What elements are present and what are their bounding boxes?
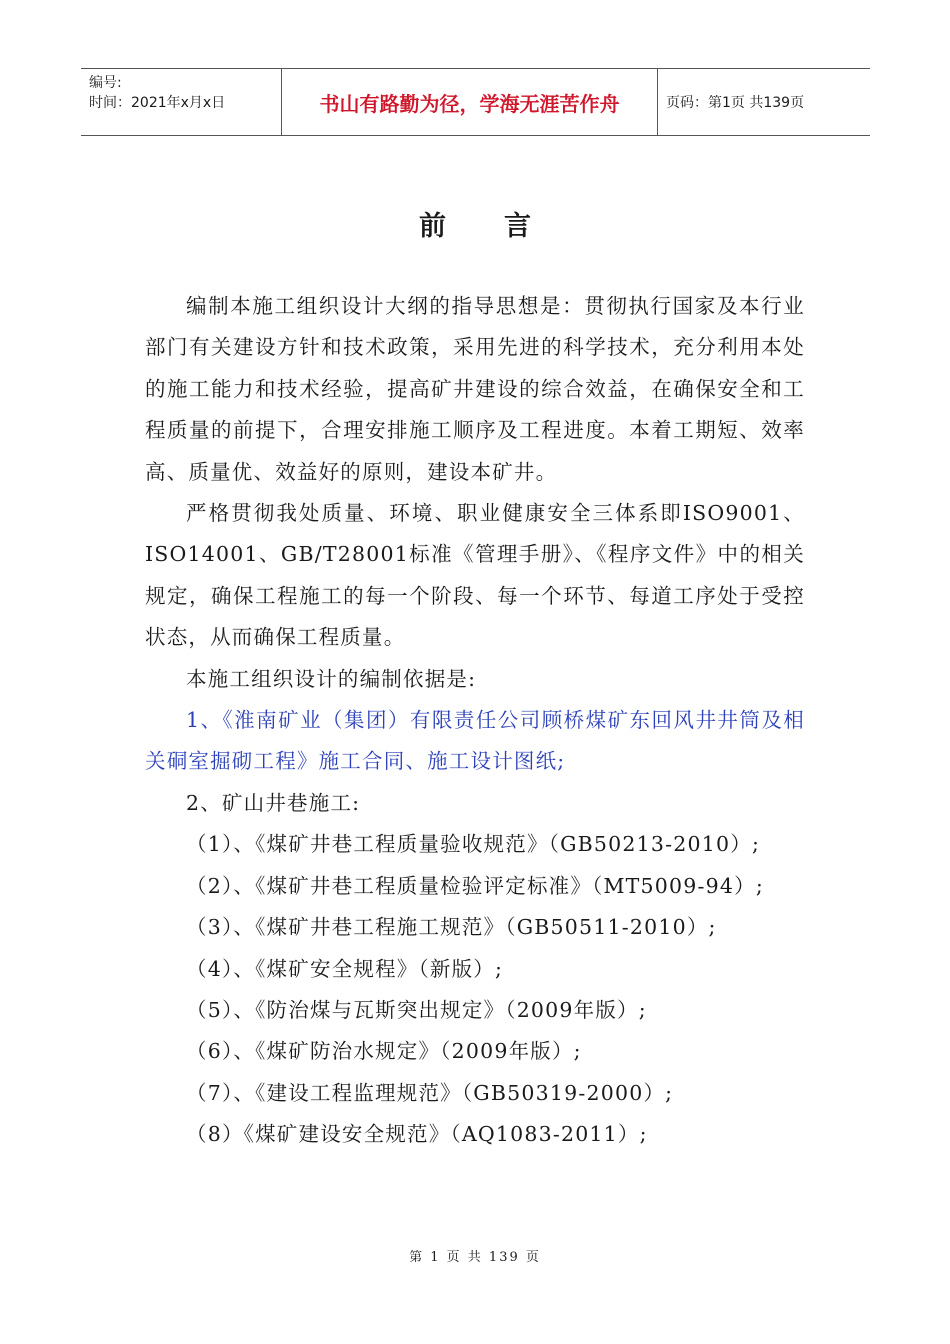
standard-item: （8）《煤矿建设安全规范》（AQ1083-2011）;	[186, 1122, 648, 1147]
paragraph-basis-intro: 本施工组织设计的编制依据是:	[186, 666, 477, 691]
document-body	[145, 286, 805, 1156]
standard-item: （4）、《煤矿安全规程》（新版）;	[186, 956, 504, 981]
header-meta-cell	[81, 69, 282, 135]
paragraph-guiding-idea: 编制本施工组织设计大纲的指导思想是：贯彻执行国家及本行业部门有关建设方针和技术政策，采用先进的科学技术，充分利用本处的施工能力和技术经验，提高矿井建设的综合效益，在确保安全和工程质量的前提下，合理安排施工顺序及工程进度。本着工期短、效率高、质量优、效益好的原则，建设本矿井。	[145, 294, 805, 484]
standard-item: （7）、《建设工程监理规范》（GB50319-2000）;	[186, 1080, 674, 1105]
standard-item: （3）、《煤矿井巷工程施工规范》（GB50511-2010）;	[186, 915, 717, 940]
standard-item: （6）、《煤矿防治水规定》（2009年版）;	[186, 1039, 582, 1064]
paragraph-basis-contract: 1、《淮南矿业（集团）有限责任公司顾桥煤矿东回风井井筒及相关硐室掘砌工程》施工合同、施工设计图纸;	[145, 708, 805, 774]
paragraph-basis-mining: 2、矿山井巷施工:	[186, 790, 361, 815]
motto: 书山有路勤为径，学海无涯苦作舟	[282, 69, 658, 135]
standard-item: （1）、《煤矿井巷工程质量验收规范》（GB50213-2010）;	[186, 832, 761, 857]
header-table	[81, 68, 870, 136]
number-label: 编号:	[89, 75, 122, 91]
time-label: 时间：2021年x月x日	[89, 95, 226, 111]
page-footer: 第 1 页 共 139 页	[409, 1250, 541, 1265]
standard-item: （5）、《防治煤与瓦斯突出规定》（2009年版）;	[186, 997, 647, 1022]
paragraph-quality-system: 严格贯彻我处质量、环境、职业健康安全三体系即ISO9001、ISO14001、GB/T28001标准《管理手册》、《程序文件》中的相关规定，确保工程施工的每一个阶段、每一个环节、每道工序处于受控状态，从而确保工程质量。	[145, 501, 805, 650]
page-label: 页码：第1页 共139页	[666, 95, 805, 111]
standard-item: （2）、《煤矿井巷工程质量检验评定标准》（MT5009-94）;	[186, 873, 764, 898]
page-title: 前言	[419, 211, 589, 242]
